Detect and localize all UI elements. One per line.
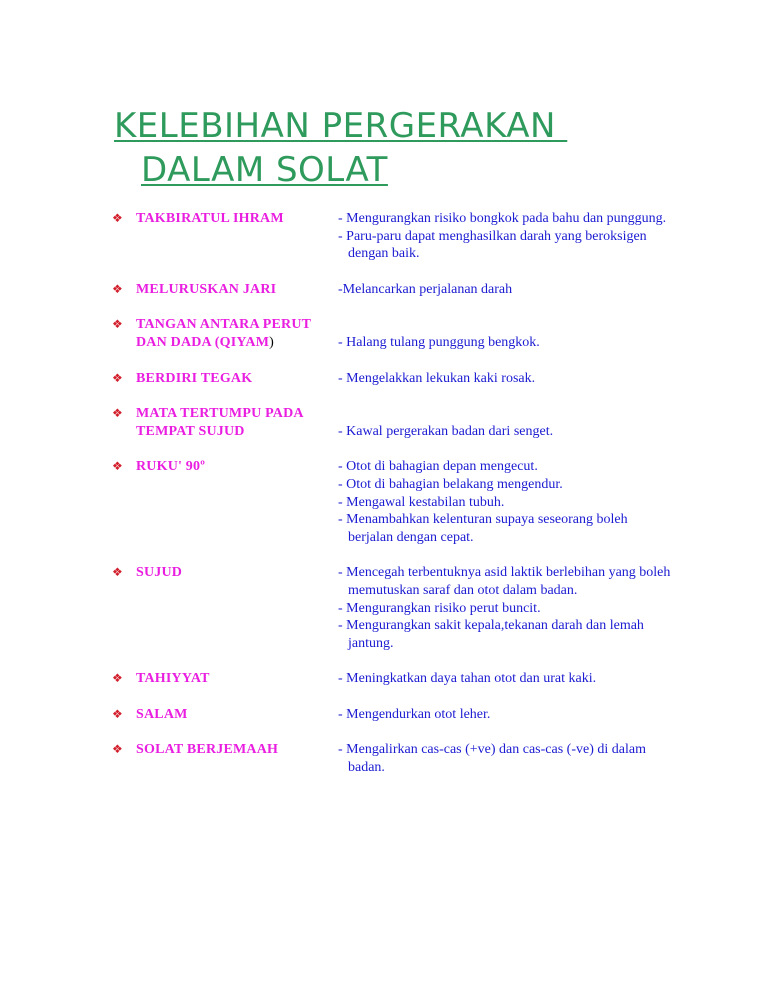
page-title (114, 104, 567, 192)
term-line: RUKU' 90º (136, 459, 206, 475)
benefit-description (338, 670, 672, 688)
list-item (112, 564, 672, 652)
diamond-bullet-icon: ❖ (112, 211, 123, 225)
term-line: TANGAN ANTARA PERUT (136, 317, 312, 333)
benefit-description (338, 564, 672, 652)
movement-term (136, 564, 336, 582)
term-line: DAN DADA (QIYAM) (136, 334, 275, 350)
diamond-bullet-icon: ❖ (112, 706, 123, 721)
term-line: TAKBIRATUL IHRAM (136, 211, 284, 226)
term-line: BERDIRI TEGAK (136, 370, 253, 386)
description-line: - Kawal pergerakan badan dari senget. (338, 423, 554, 439)
list-item (112, 706, 672, 724)
diamond-bullet-icon: ❖ (112, 370, 123, 385)
term-line: TEMPAT SUJUD (136, 423, 245, 439)
term-suffix: ) (269, 334, 275, 350)
benefit-description (338, 370, 672, 388)
movement-term (136, 370, 336, 388)
movement-term (136, 458, 336, 476)
movement-term (136, 405, 336, 440)
diamond-bullet-icon: ❖ (112, 406, 123, 421)
description-line: - Mengelakkan lekukan kaki rosak. (338, 370, 536, 386)
description-line: - Menambahkan kelenturan supaya seseorang boleh berjalan dengan cepat. (338, 512, 628, 545)
title-line-2: DALAM SOLAT (141, 150, 388, 190)
movement-term (136, 706, 336, 724)
diamond-bullet-icon: ❖ (112, 671, 123, 686)
benefit-description (338, 706, 672, 724)
term-line: SALAM (136, 706, 188, 722)
diamond-bullet-icon: ❖ (112, 565, 123, 580)
description-line: - Paru-paru dapat menghasilkan darah yang beroksigen dengan baik. (338, 228, 647, 262)
diamond-bullet-icon: ❖ (112, 742, 123, 757)
description-line: - Mengurangkan risiko bongkok pada bahu dan punggung. (338, 211, 667, 226)
movement-term (136, 281, 336, 299)
list-item (112, 210, 672, 263)
benefit-description (338, 281, 672, 299)
list-item (112, 670, 672, 688)
movement-term (136, 670, 336, 688)
list-item (112, 316, 672, 351)
list-item (112, 458, 672, 546)
term-line: MATA TERTUMPU PADA (136, 406, 304, 422)
benefit-description (338, 741, 672, 776)
description-line: - Mencegah terbentuknya asid laktik berlebihan yang boleh memutuskan saraf dan otot dalam badan. (338, 565, 671, 598)
benefit-description (338, 210, 672, 263)
title-line-1: KELEBIHAN PERGERAKAN (114, 106, 568, 146)
term-line: MELURUSKAN JARI (136, 281, 277, 297)
list-item (112, 405, 672, 440)
benefit-description (338, 316, 672, 351)
list-item (112, 741, 672, 776)
description-line: - Meningkatkan daya tahan otot dan urat kaki. (338, 671, 597, 687)
description-line: - Otot di bahagian depan mengecut. (338, 459, 538, 475)
diamond-bullet-icon: ❖ (112, 459, 123, 474)
movement-term (136, 316, 336, 351)
term-line: SUJUD (136, 565, 183, 581)
description-line: - Mengendurkan otot leher. (338, 706, 491, 722)
description-line: - Mengurangkan risiko perut buncit. (338, 600, 541, 616)
description-line: - Mengalirkan cas-cas (+ve) dan cas-cas (-ve) di dalam badan. (338, 742, 646, 776)
list-item (112, 281, 672, 299)
benefit-description (338, 405, 672, 440)
movement-term (136, 741, 336, 759)
benefit-description (338, 458, 672, 546)
term-line: SOLAT BERJEMAAH (136, 742, 279, 758)
description-line: - Halang tulang punggung bengkok. (338, 334, 540, 350)
term-line: TAHIYYAT (136, 671, 210, 687)
benefits-list (112, 210, 672, 795)
description-line: - Mengurangkan sakit kepala,tekanan darah dan lemah jantung. (338, 618, 644, 651)
diamond-bullet-icon: ❖ (112, 317, 123, 332)
list-item (112, 370, 672, 388)
diamond-bullet-icon: ❖ (112, 281, 123, 296)
description-line: -Melancarkan perjalanan darah (338, 281, 513, 297)
description-line: - Mengawal kestabilan tubuh. (338, 494, 505, 510)
description-line: - Otot di bahagian belakang mengendur. (338, 476, 563, 492)
movement-term (136, 210, 336, 228)
